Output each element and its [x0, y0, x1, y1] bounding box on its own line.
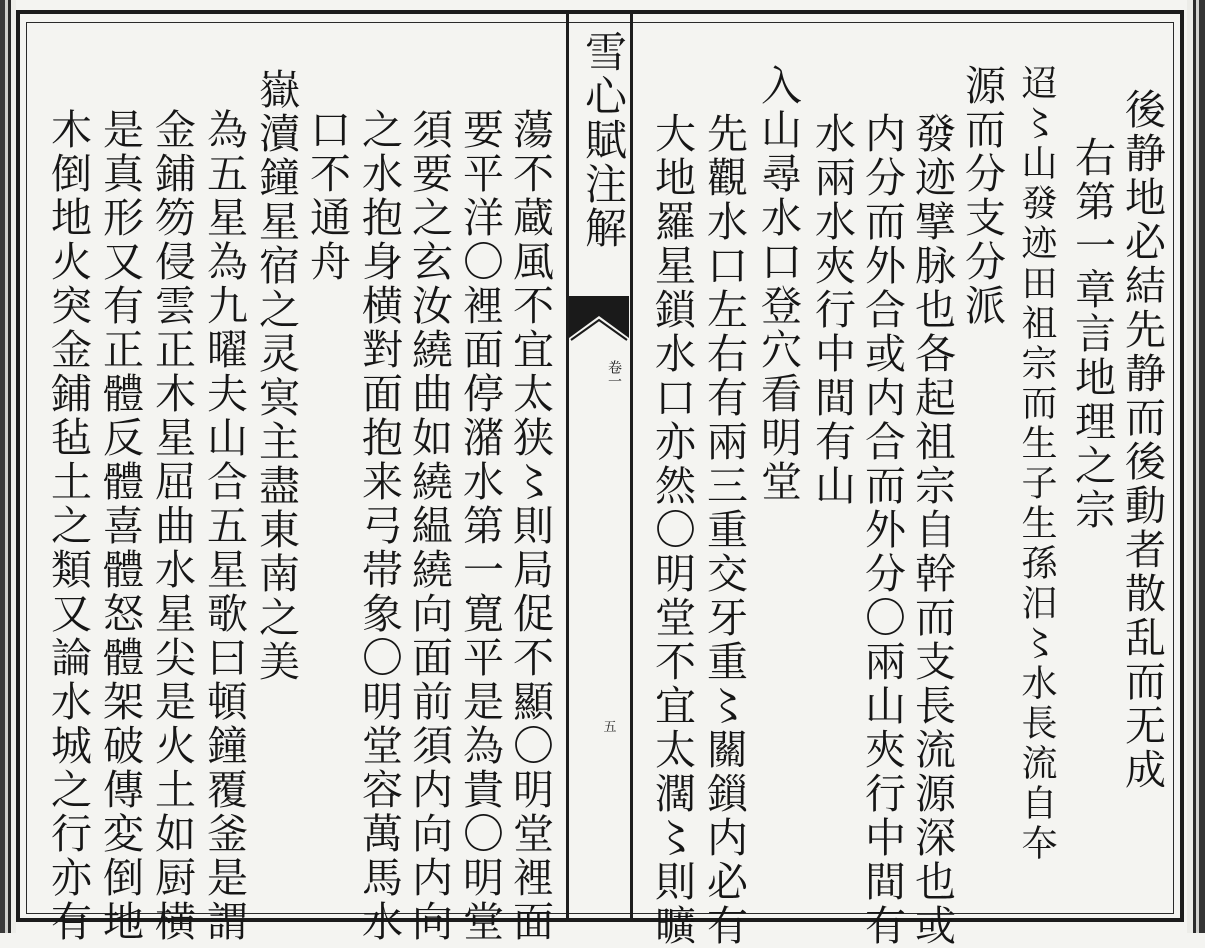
volume-label: 卷一	[606, 360, 622, 388]
text-column: 後静地必結先静而後動者散乱而无成	[1118, 88, 1166, 792]
text-column: 須要之玄汝繞曲如繞緼繞向面前須内向内向	[405, 108, 453, 944]
text-column: 為五星為九曜夫山合五星歌曰頓鐘覆釜是謂	[200, 108, 248, 944]
text-column: 内分而外合或内合而外分〇兩山夾行中間有	[858, 112, 906, 948]
text-column: 入山尋水口登穴看明堂	[754, 64, 802, 504]
text-column: 發迹擘脉也各起祖宗自幹而支長流源深也或	[908, 112, 956, 948]
book-title: 雪心賦注解	[579, 30, 628, 250]
text-column: 大地羅星鎖水口亦然〇明堂不宜太濶〻則曠	[648, 112, 696, 948]
fishtail-mark-icon	[569, 296, 629, 342]
text-column: 先觀水口左右有兩三重交牙重〻關鎻内必有	[700, 112, 748, 948]
text-column: 要平洋〇裡面停潴水第一寛平是為貴〇明堂	[456, 108, 504, 944]
book-edge-left	[0, 0, 16, 933]
center-border-left	[566, 12, 569, 922]
text-column: 迢〻山發迹田祖宗而生子生孫汨〻水長流自夲	[1016, 64, 1057, 864]
page-number: 五	[603, 720, 617, 735]
text-column: 口不通舟	[303, 108, 351, 284]
text-column: 木倒地火突金鋪毡土之類又論水城之行亦有	[44, 108, 92, 944]
text-column: 水兩水夾行中間有山	[808, 112, 856, 508]
text-column: 嶽瀆鐘星宿之灵㝠主盡東南之美	[252, 68, 300, 684]
book-edge-right	[1187, 0, 1205, 933]
text-column: 蕩不蔵風不宜太狭〻則局促不顯〇明堂裡面	[506, 108, 554, 944]
text-column: 是真形又有正體反體喜體怒體架破傳変倒地	[96, 108, 144, 944]
chapter-note-column: 右第一章言地理之宗	[1068, 136, 1116, 532]
text-column: 金鋪笏侵雲正木星屈曲水星尖是火土如厨横	[148, 108, 196, 944]
text-column: 源而分支分派	[958, 64, 1006, 328]
text-column: 之水抱身横對面抱来弓帯象〇明堂容萬馬水	[355, 108, 403, 944]
center-border-right	[630, 12, 633, 922]
